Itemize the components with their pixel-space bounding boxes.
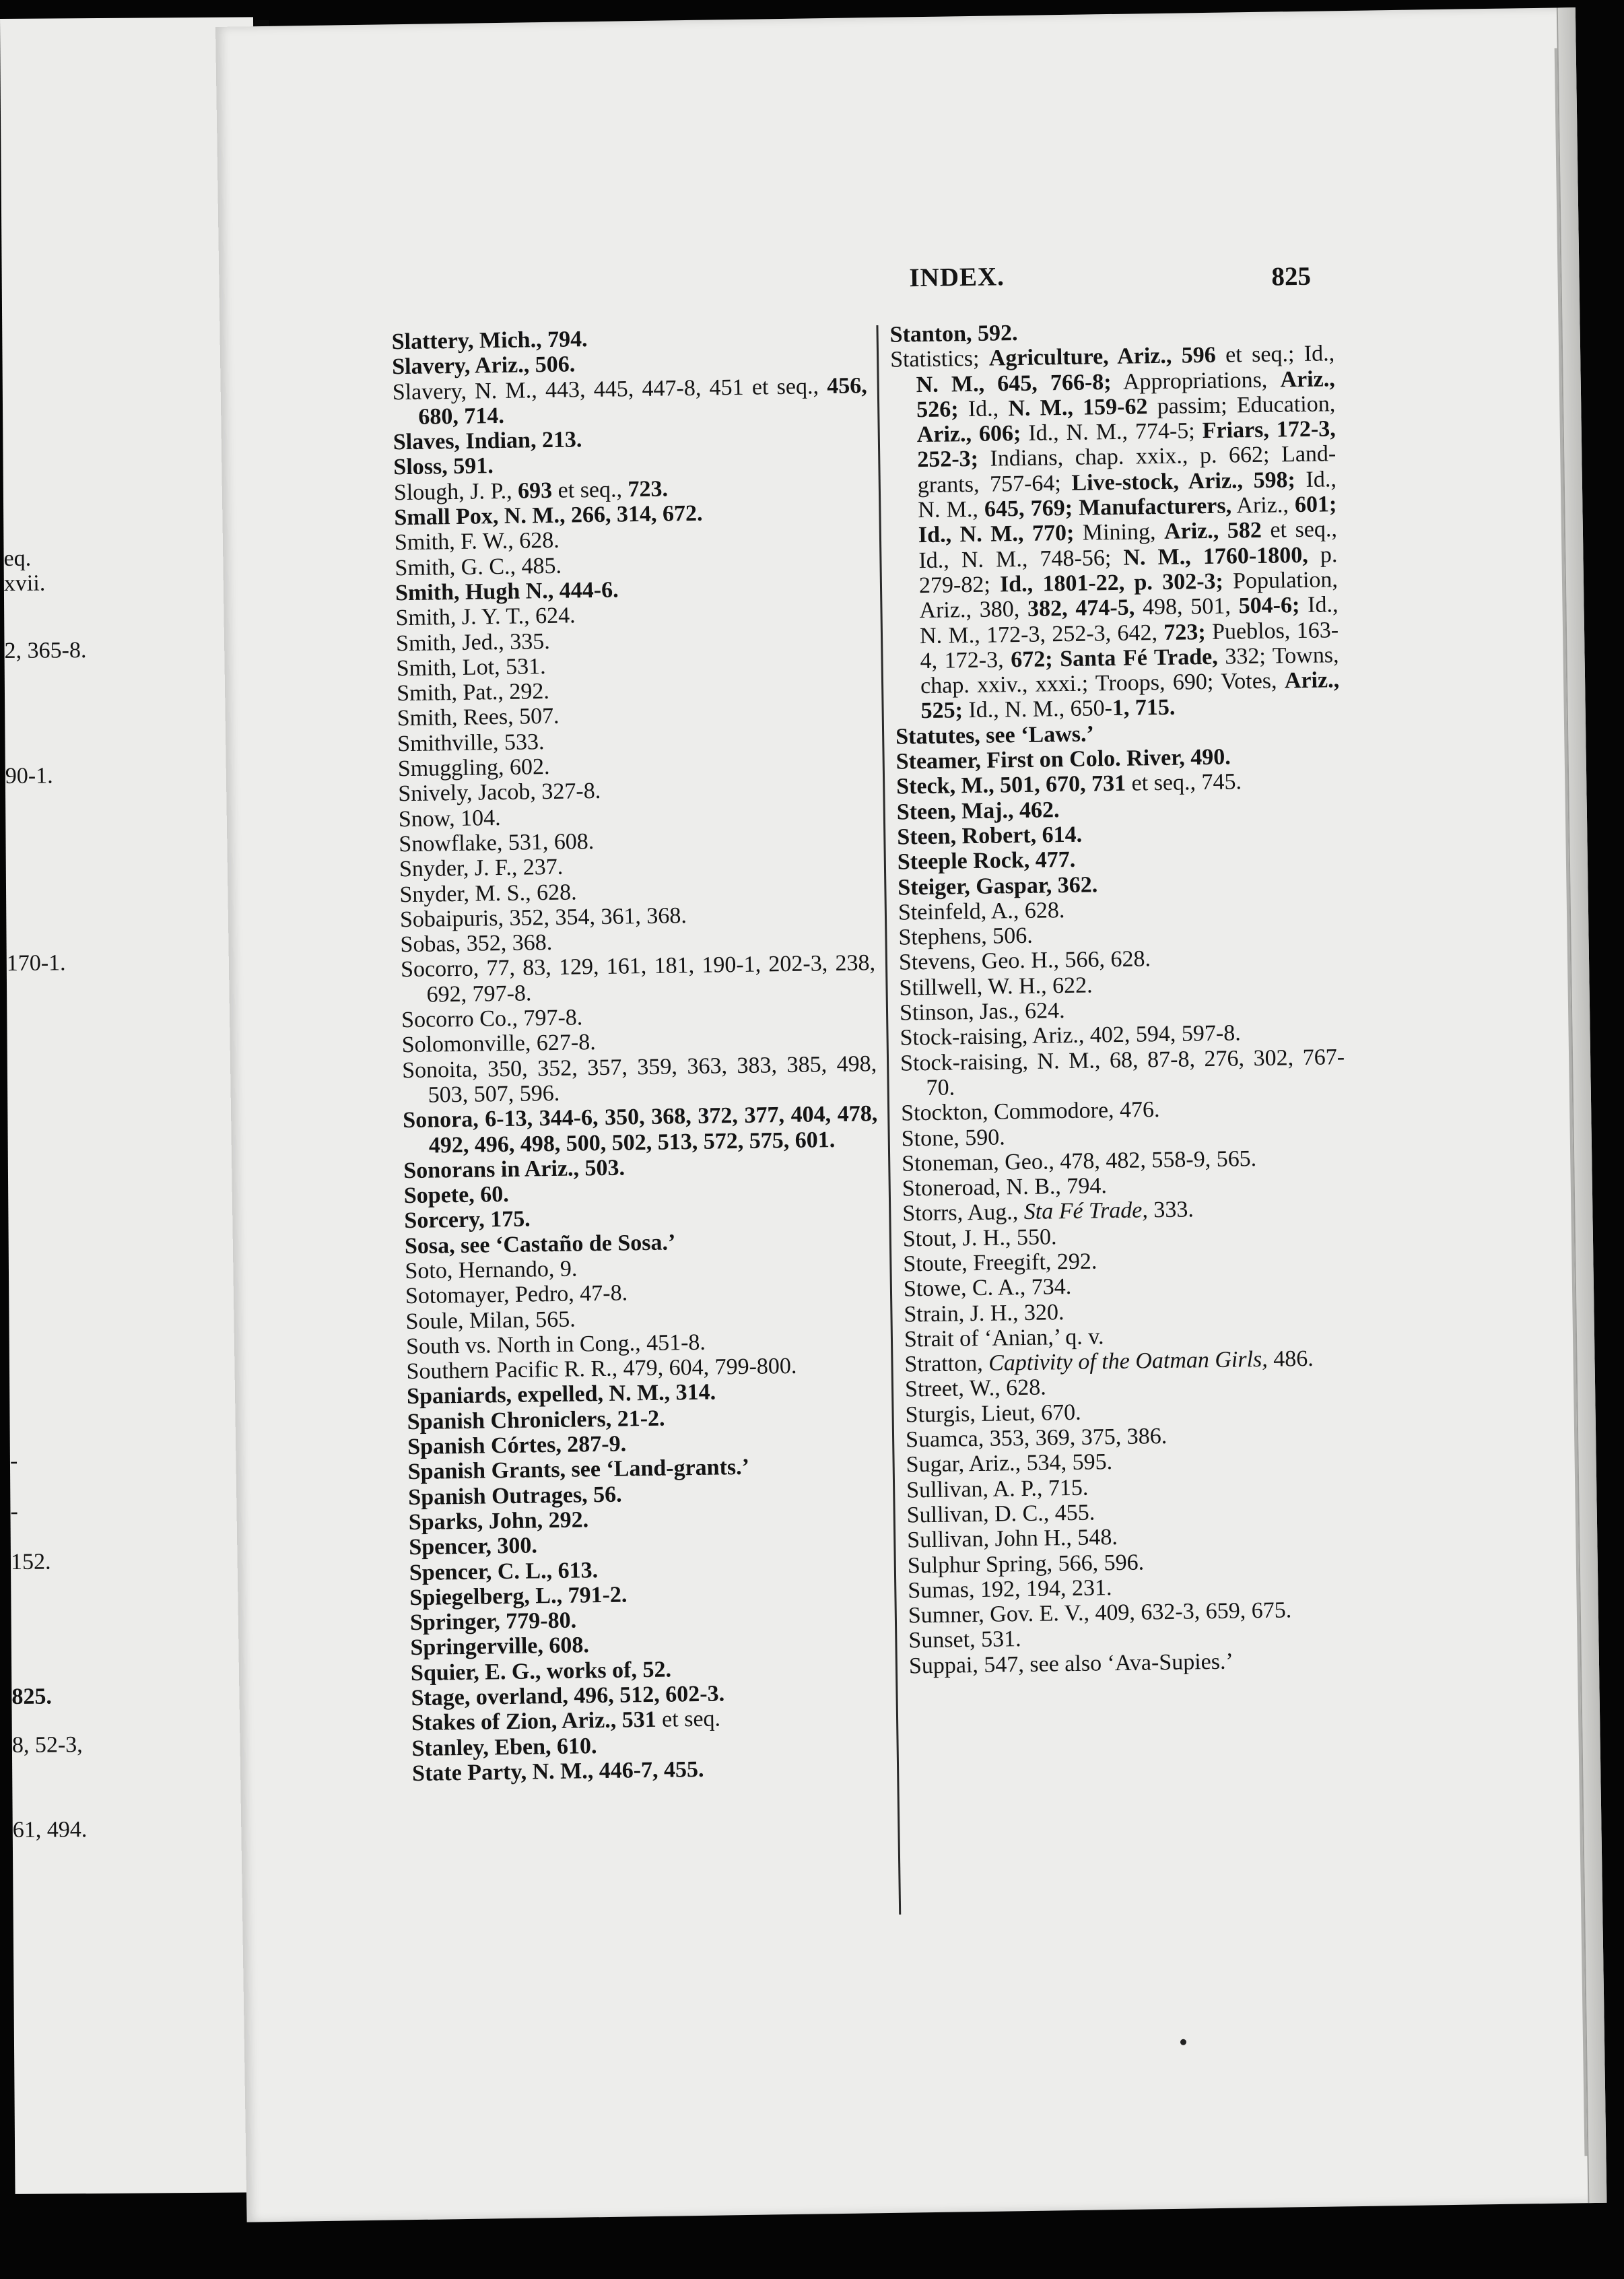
entry-text: 693 [517,477,553,504]
entry-text: Stephens, 506. [898,923,1033,950]
entry-text: Id., N. M., 650- [962,696,1113,723]
entry-text: Sullivan, John H., 548. [907,1525,1118,1553]
entry-text: Sonora, 6-13, 344-6, 350, 368, 372, 377, 404, 478, 492, 496, 498, 500, 502, 513, 572, 575, 601. [403,1101,878,1158]
entry-text: 504-6; [1238,593,1300,619]
entry-text: 601; Id., N. M., 770; [918,492,1337,548]
entry-text: South vs. North in Cong., 451-8. [405,1329,706,1360]
entry-text: Street, W., 628. [904,1375,1046,1403]
entry-text: Snowflake, 531, 608. [399,829,595,857]
entry-text: 486. [1267,1346,1314,1373]
entry-text: Springerville, 608. [410,1632,590,1661]
entry-text: Stoneman, Geo., 478, 482, 558-9, 565. [901,1146,1257,1177]
entry-text: 672; Santa Fé Trade, [1010,644,1218,673]
entry-text: 723; [1163,619,1206,645]
margin-fragment: 61, 494. [12,1817,88,1843]
entry-text: Suppai, 547, see also ‘Ava-Supies.’ [908,1649,1234,1679]
index-column-right [889,316,1353,1678]
entry-text: Sosa, see ‘Castaño de Sosa.’ [404,1230,676,1259]
entry-text: 498, 501, [1134,593,1239,620]
entry-text: Snyder, M. S., 628. [399,879,577,907]
index-column-left [391,323,887,1786]
entry-text: Smith, Lot, 531. [396,653,546,682]
margin-fragment: 2, 365-8. [4,638,87,663]
index-entry [393,373,868,430]
margin-fragment: 825. [11,1684,53,1709]
entry-text: 332; Towns, chap. xxiv., xxxi.; Troops, 690; Votes, [920,642,1339,699]
entry-text: Springer, 779-80. [409,1608,577,1636]
entry-text: Slattery, Mich., 794. [391,327,588,355]
entry-text: Small Pox, N. M., 266, 314, 672. [394,500,703,531]
entry-text: N. M., 1760-1800, [1123,542,1308,570]
entry-text: Steeple Rock, 477. [897,847,1076,875]
entry-text: Mining, [1074,519,1165,546]
index-entry [890,341,1340,725]
entry-text: Snively, Jacob, 327-8. [398,779,601,807]
margin-fragment: eq. [3,546,32,571]
entry-text: Steiger, Gaspar, 362. [898,871,1098,900]
entry-text: Statutes, see ‘Laws.’ [895,721,1095,750]
entry-text: et seq., Id., N. M., 748-56; [918,517,1338,573]
entry-text: N. M., 159-62 [1008,394,1148,422]
entry-text: Spanish Grants, see ‘Land-grants.’ [407,1455,750,1485]
entry-text: Smith, Rees, 507. [397,704,560,731]
entry-text: Slough, J. P., [393,478,518,506]
entry-text: Steck, M., 501, 670, 731 [895,771,1126,799]
entry-text: Sumner, Gov. E. V., 409, 632-3, 659, 675. [908,1597,1292,1628]
entry-text: Ariz., [1231,492,1295,519]
entry-text: Stakes of Zion, Ariz., 531 [411,1707,656,1736]
entry-text: Sopete, 60. [403,1182,509,1209]
entry-text: Southern Pacific R. R., 479, 604, 799-800. [406,1354,797,1385]
entry-text: et seq., [551,477,628,503]
entry-text: Squier, E. G., works of, 52. [410,1657,672,1686]
entry-text: Spanish Córtes, 287-9. [407,1431,627,1460]
entry-text: Smith, Hugh N., 444-6. [395,577,619,606]
entry-text: 382, 474-5, [1027,595,1135,622]
entry-text: Sulphur Spring, 566, 596. [907,1550,1145,1579]
margin-fragment: 152. [10,1549,51,1575]
margin-fragment: 170-1. [6,950,66,976]
entry-text: Steen, Robert, 614. [897,822,1083,850]
entry-text: Stage, overland, 496, 512, 602-3. [411,1681,725,1711]
entry-text: Soule, Milan, 565. [405,1307,576,1334]
entry-text: Pueblos, 163-4, 172-3, [920,617,1339,673]
entry-text: et seq. [656,1706,721,1733]
entry-text: Ariz., 525; [920,667,1340,724]
entry-text: 1, 715. [1112,695,1176,721]
entry-text: Steinfeld, A., 628. [898,897,1065,925]
entry-text: Stone, 590. [901,1124,1005,1152]
entry-text: Slaves, Indian, 213. [393,427,582,455]
entry-text: passim; Education, [1147,391,1336,420]
entry-text: Sta Fé Trade, [1023,1197,1149,1225]
entry-text: Ariz., 606; [916,421,1021,448]
entry-text: Stock-raising, N. M., 68, 87-8, 276, 302, 767-70. [900,1044,1345,1100]
entry-text: Spanish Chroniclers, 21-2. [407,1406,665,1434]
entry-text: State Party, N. M., 446-7, 455. [411,1756,704,1787]
entry-text: Sloss, 591. [393,453,494,480]
entry-text: Id., N. M., [918,467,1337,523]
entry-text: Spencer, C. L., 613. [409,1557,599,1585]
entry-text: Sumas, 192, 194, 231. [908,1575,1112,1604]
entry-text: Soto, Hernando, 9. [405,1256,578,1284]
entry-text: Slavery, Ariz., 506. [391,352,576,380]
entry-text: Socorro, 77, 83, 129, 161, 181, 190-1, 202-3, 238, 692, 797-8. [400,950,876,1008]
entry-text: Storrs, Aug., [902,1199,1024,1226]
entry-text: Smithville, 533. [397,729,545,756]
index-entry [900,1045,1345,1101]
entry-text: Ariz., 526; [916,366,1335,423]
index-entry [402,1051,877,1109]
entry-text: 645, 769; Manufacturers, [984,493,1232,522]
entry-text: Smith, Pat., 292. [396,679,550,706]
entry-text: Spencer, 300. [409,1533,538,1560]
entry-text: Sobas, 352, 368. [400,930,553,958]
margin-fragment: 8, 52-3, [11,1732,83,1758]
entry-text: Id., 1801-22, p. 302-3; [999,568,1224,597]
entry-text: Statistics; [889,345,990,373]
page-title: INDEX. [909,262,1005,293]
entry-text: Spaniards, expelled, N. M., 314. [406,1380,716,1410]
entry-text: Sullivan, A. P., 715. [906,1475,1089,1503]
entry-text: Stevens, Geo. H., 566, 628. [898,946,1151,976]
entry-text: Solomonville, 627-8. [401,1030,596,1058]
entry-text: Live-stock, Ariz., 598; [1071,467,1296,496]
margin-fragment: - [9,1448,18,1474]
entry-text: Steen, Maj., 462. [896,797,1060,825]
entry-text: Smith, F. W., 628. [394,528,560,556]
index-page [215,7,1606,2222]
entry-text: Smith, G. C., 485. [395,553,562,581]
entry-text: Stoneroad, N. B., 794. [902,1173,1108,1201]
entry-text: Indians, chap. xxix., p. 662; Land-grants, 757-64; [917,441,1337,498]
entry-text: Snyder, J. F., 237. [399,854,564,882]
entry-text: Smith, J. Y. T., 624. [395,603,576,631]
entry-text: Stockton, Commodore, 476. [900,1097,1160,1126]
entry-text: Stratton, [904,1350,989,1377]
entry-text: Sugar, Ariz., 534, 595. [906,1449,1113,1478]
entry-text: et seq.; Id., [1215,341,1335,368]
entry-text: Strait of ‘Anian,’ q. v. [904,1324,1104,1352]
entry-text: Ariz., 582 [1163,518,1262,545]
entry-text: 723. [628,476,669,502]
entry-text: Id., N. M., 774-5; [1021,418,1203,447]
entry-text: Stinson, Jas., 624. [899,998,1065,1026]
entry-text: Friars, 172-3, 252-3; [917,416,1336,473]
entry-text: Snow, 104. [398,805,501,832]
index-entry [403,1101,878,1158]
entry-text: Stoute, Freegift, 292. [903,1249,1097,1277]
entry-text: Sparks, John, 292. [408,1507,589,1535]
entry-text: Appropriations, [1111,367,1281,395]
entry-text: p. 279-82; [918,541,1338,599]
entry-text: Stanton, 592. [889,320,1018,348]
entry-text: Id., [958,396,1009,422]
entry-text: Stowe, C. A., 734. [903,1274,1072,1302]
entry-text: Spanish Outrages, 56. [408,1482,622,1510]
entry-text: Slavery, N. M., 443, 445, 447-8, 451 et seq., [392,373,827,405]
entry-text: Steamer, First on Colo. River, 490. [895,744,1231,774]
margin-fragment: 90-1. [5,763,53,789]
entry-text: Sonoita, 350, 352, 357, 359, 363, 383, 385, 498, 503, 507, 596. [401,1051,877,1108]
margin-fragment: xvii. [3,570,46,596]
entry-text: et seq., 745. [1125,769,1242,797]
entry-text: Sotomayer, Pedro, 47-8. [405,1280,628,1309]
entry-text: Id., N. M., 172-3, 252-3, 642, [919,592,1339,649]
entry-text: Population, Ariz., 380, [919,567,1339,624]
entry-text: Sullivan, D. C., 455. [906,1500,1095,1528]
running-head [219,253,1579,293]
entry-text: Sonorans in Ariz., 503. [403,1155,625,1183]
entry-text: Stock-raising, Ariz., 402, 594, 597-8. [900,1020,1241,1051]
ink-dot [1180,2039,1186,2045]
entry-text: Captivity of the Oatman Girls, [988,1347,1268,1376]
entry-text: Sobaipuris, 352, 354, 361, 368. [399,902,687,933]
entry-text: Smith, Jed., 335. [395,628,550,656]
entry-text: Socorro Co., 797-8. [401,1005,583,1033]
entry-text: Stanley, Eben, 610. [411,1733,597,1761]
index-entry [401,951,876,1008]
entry-text: Smuggling, 602. [397,754,550,782]
entry-text: Sunset, 531. [908,1626,1021,1653]
entry-text: Suamca, 353, 369, 375, 386. [905,1424,1168,1453]
entry-text: 456, 680, 714. [418,372,867,430]
entry-text: 333. [1147,1197,1194,1223]
entry-text: N. M., 645, 766-8; [916,369,1112,397]
entry-text: Sturgis, Lieut, 670. [905,1399,1081,1428]
entry-text: Sorcery, 175. [404,1206,531,1234]
entry-text: Stout, J. H., 550. [902,1224,1057,1252]
margin-fragment: - [10,1498,18,1524]
entry-text: Agriculture, Ariz., 596 [988,343,1217,371]
page-number: 825 [1271,261,1312,292]
entry-text: Stillwell, W. H., 622. [899,972,1093,1001]
entry-text: Spiegelberg, L., 791-2. [409,1582,628,1610]
entry-text: Strain, J. H., 320. [904,1299,1064,1327]
